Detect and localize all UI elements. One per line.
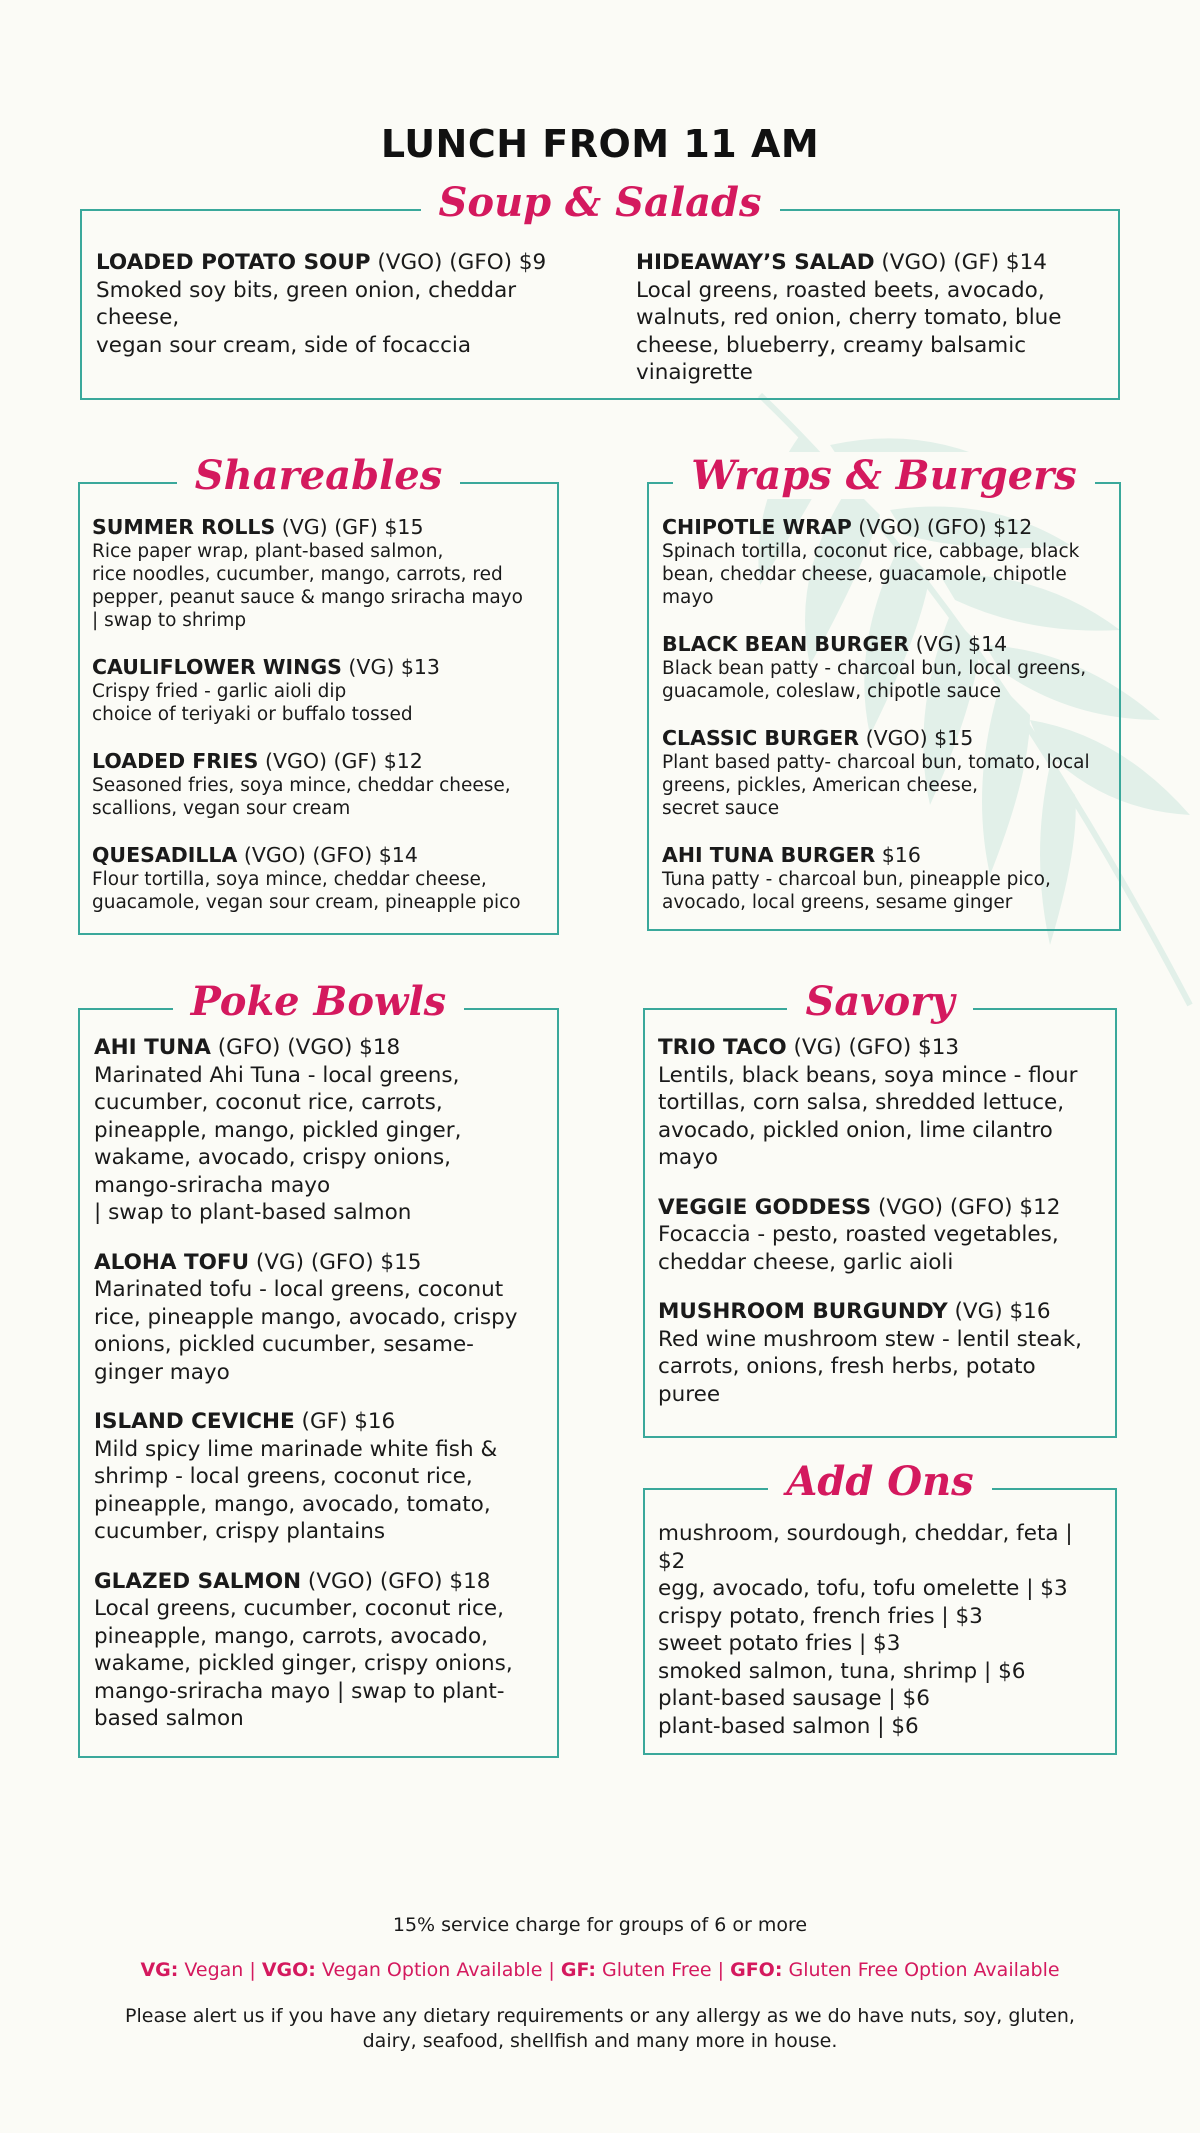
section-title: Shareables bbox=[80, 448, 557, 504]
item-description: Marinated Ahi Tuna - local greens, cucumber, coconut rice, carrots, pineapple, mango, pickled ginger, wakame, avocado, crispy onions, mango-sriracha mayo | swap to plant-based salmon bbox=[94, 1062, 462, 1225]
item-tags: (GFO) (VGO) $18 bbox=[210, 1035, 401, 1060]
item-description: Tuna patty - charcoal bun, pineapple pico, avocado, local greens, sesame ginger bbox=[662, 869, 1051, 913]
item-description: Spinach tortilla, coconut rice, cabbage, black bean, cheddar cheese, guacamole, chipotle mayo bbox=[662, 541, 1080, 608]
menu-item bbox=[658, 1298, 1105, 1408]
menu-item bbox=[662, 842, 1109, 914]
item-name: VEGGIE GODDESS bbox=[658, 1194, 872, 1220]
item-name: LOADED POTATO SOUP bbox=[96, 250, 371, 275]
item-name: HIDEAWAY’S SALAD bbox=[636, 250, 875, 275]
menu-item bbox=[92, 514, 547, 632]
item-description: Lentils, black beans, soya mince - flour tortillas, corn salsa, shredded lettuce, avocado, pickled onion, lime cilantro mayo bbox=[658, 1062, 1078, 1170]
menu-item bbox=[658, 1034, 1105, 1172]
menu-item bbox=[94, 1249, 547, 1387]
item-name: GLAZED SALMON bbox=[94, 1568, 302, 1594]
section-title: Wraps & Burgers bbox=[649, 448, 1119, 504]
poke-bowls-section bbox=[78, 978, 559, 1758]
item-name: BLACK BEAN BURGER bbox=[662, 632, 910, 656]
dietary-legend: VG: Vegan | VGO: Vegan Option Available | GF: Gluten Free | GFO: Gluten Free Option Available bbox=[140, 1959, 1060, 1981]
menu-item bbox=[92, 654, 547, 726]
item-tags: (VGO) (GF) $14 bbox=[874, 250, 1047, 275]
item-name: CHIPOTLE WRAP bbox=[662, 515, 852, 539]
item-tags: (VG) $13 bbox=[341, 655, 440, 679]
menu-item bbox=[94, 1568, 547, 1733]
soup-salads-section bbox=[80, 179, 1120, 400]
wraps-burgers-section bbox=[647, 452, 1121, 931]
item-name: LOADED FRIES bbox=[92, 749, 259, 773]
item-description: Seasoned fries, soya mince, cheddar cheese, scallions, vegan sour cream bbox=[92, 775, 511, 819]
item-name: AHI TUNA bbox=[94, 1035, 211, 1060]
item-description: Black bean patty - charcoal bun, local greens, guacamole, coleslaw, chipotle sauce bbox=[662, 658, 1087, 702]
item-name: QUESADILLA bbox=[92, 843, 238, 867]
shareables-section bbox=[78, 452, 559, 935]
service-charge-note: 15% service charge for groups of 6 or more bbox=[392, 1914, 808, 1936]
menu-item bbox=[92, 842, 547, 914]
item-tags: (VGO) (GFO) $9 bbox=[370, 250, 547, 275]
item-name: SUMMER ROLLS bbox=[92, 515, 276, 539]
section-title: Poke Bowls bbox=[80, 974, 557, 1030]
section-title: Add Ons bbox=[645, 1454, 1115, 1510]
item-tags: (VG) (GFO) $15 bbox=[249, 1249, 422, 1275]
item-tags: (VG) $14 bbox=[909, 632, 1008, 656]
item-tags: (VGO) (GFO) $18 bbox=[301, 1568, 491, 1594]
item-tags: (VG) (GFO) $13 bbox=[786, 1035, 960, 1060]
savory-section bbox=[643, 978, 1117, 1438]
item-description: Focaccia - pesto, roasted vegetables, cheddar cheese, garlic aioli bbox=[658, 1222, 1059, 1275]
item-name: AHI TUNA BURGER bbox=[662, 843, 876, 867]
menu-item bbox=[92, 748, 547, 820]
item-name: CAULIFLOWER WINGS bbox=[92, 655, 342, 679]
item-description: Crispy fried - garlic aioli dip choice of teriyaki or buffalo tossed bbox=[92, 681, 413, 725]
item-tags: (VG) (GF) $15 bbox=[275, 515, 424, 539]
item-description: Mild spicy lime marinade white fish & shrimp - local greens, coconut rice, pineapple, mango, avocado, tomato, cucumber, crispy plantains bbox=[94, 1436, 498, 1544]
item-name: TRIO TACO bbox=[658, 1035, 787, 1060]
item-description: Rice paper wrap, plant-based salmon, rice noodles, cucumber, mango, carrots, red pepper, peanut sauce & mango sriracha mayo | swap to shrimp bbox=[92, 541, 523, 631]
menu-item bbox=[662, 725, 1109, 820]
item-tags: (VG) $16 bbox=[947, 1299, 1051, 1324]
item-name: ISLAND CEVICHE bbox=[94, 1409, 295, 1434]
menu-item bbox=[662, 514, 1109, 609]
item-tags: (VGO) (GFO) $14 bbox=[237, 843, 418, 867]
menu-item bbox=[662, 631, 1109, 703]
item-tags: (VGO) (GFO) $12 bbox=[851, 515, 1033, 539]
menu-item bbox=[94, 1408, 547, 1546]
menu-item bbox=[658, 1194, 1105, 1277]
menu-item bbox=[636, 249, 1106, 387]
add-ons-list: mushroom, sourdough, cheddar, feta | $2 egg, avocado, tofu, tofu omelette | $3 crispy potato, french fries | $3 sweet potato fries | $3 smoked salmon, tuna, shrimp | $6 plant-based sausage | $6 plant-based salmon | $6 bbox=[658, 1521, 1073, 1739]
item-description: Flour tortilla, soya mince, cheddar cheese, guacamole, vegan sour cream, pineapple pico bbox=[92, 869, 521, 913]
item-description: Smoked soy bits, green onion, cheddar cheese, vegan sour cream, side of focaccia bbox=[96, 277, 517, 358]
item-description: Local greens, cucumber, coconut rice, pineapple, mango, carrots, avocado, wakame, pickled ginger, crispy onions, mango-sriracha mayo | swap to plant- based salmon bbox=[94, 1596, 513, 1731]
item-name: MUSHROOM BURGUNDY bbox=[658, 1299, 948, 1324]
item-name: ALOHA TOFU bbox=[94, 1249, 250, 1275]
menu-item bbox=[94, 1034, 547, 1227]
item-description: Red wine mushroom stew - lentil steak, carrots, onions, fresh herbs, potato puree bbox=[658, 1326, 1083, 1407]
item-tags: (VGO) (GFO) $12 bbox=[871, 1194, 1061, 1220]
item-tags: (VGO) (GF) $12 bbox=[258, 749, 423, 773]
allergy-note: Please alert us if you have any dietary requirements or any allergy as we do have nuts, soy, gluten, dairy, seafood, shellfish and many more in house. bbox=[125, 2005, 1075, 2052]
section-title: Savory bbox=[645, 974, 1115, 1030]
item-tags: (VGO) $15 bbox=[859, 726, 974, 750]
item-description: Plant based patty- charcoal bun, tomato, local greens, pickles, American cheese, secret sauce bbox=[662, 752, 1090, 819]
add-ons-section bbox=[643, 1458, 1117, 1755]
section-title: Soup & Salads bbox=[82, 175, 1118, 231]
page-title: LUNCH FROM 11 AM bbox=[380, 122, 820, 166]
item-tags: (GF) $16 bbox=[294, 1409, 396, 1434]
item-description: Local greens, roasted beets, avocado, walnuts, red onion, cherry tomato, blue cheese, blueberry, creamy balsamic vinaigrette bbox=[636, 277, 1062, 385]
menu-item bbox=[96, 249, 616, 359]
item-name: CLASSIC BURGER bbox=[662, 726, 860, 750]
item-description: Marinated tofu - local greens, coconut rice, pineapple mango, avocado, crispy onions, pickled cucumber, sesame- ginger mayo bbox=[94, 1277, 518, 1385]
item-tags: $16 bbox=[875, 843, 921, 867]
